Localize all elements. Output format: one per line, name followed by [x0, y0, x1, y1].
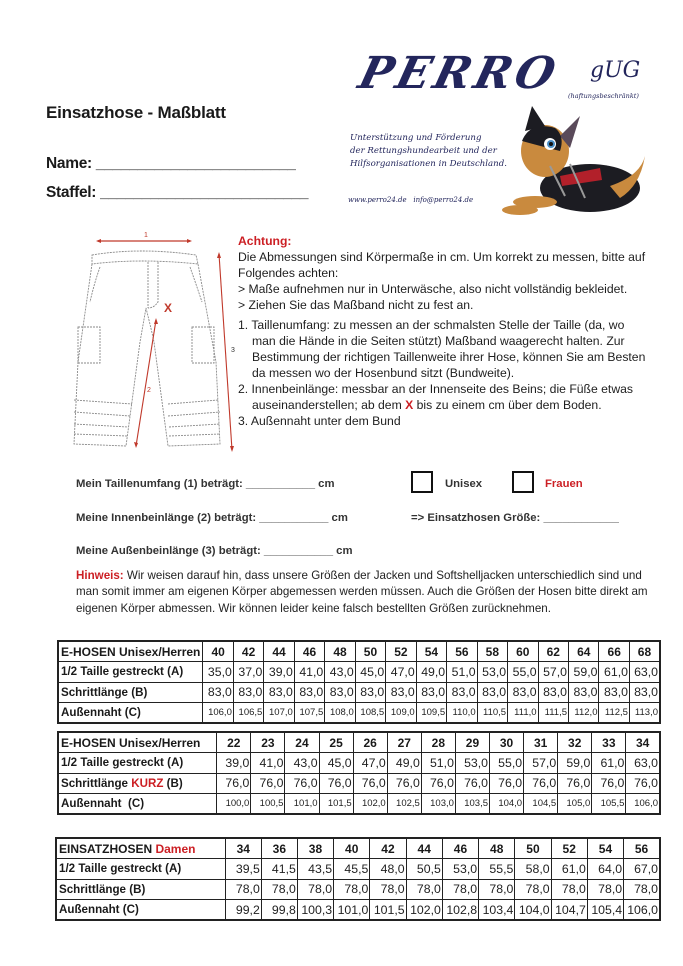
table-cell: 63,0 — [629, 662, 660, 683]
table-cell: 59,0 — [569, 662, 599, 683]
row-label: Schrittlänge KURZ (B) — [58, 773, 217, 794]
table-row — [56, 859, 660, 880]
frauen-label: Frauen — [545, 478, 583, 490]
size-column-header: 54 — [416, 641, 446, 662]
size-column-header: 27 — [387, 732, 421, 753]
table-cell: 39,5 — [225, 859, 261, 880]
table-cell: 83,0 — [203, 682, 233, 703]
size-column-header: 42 — [233, 641, 263, 662]
row-label: Außennaht (C) — [58, 703, 203, 724]
table-cell: 78,0 — [261, 879, 297, 900]
table-cell: 78,0 — [334, 879, 370, 900]
notice-label: Hinweis: — [76, 569, 124, 582]
table-cell: 83,0 — [629, 682, 660, 703]
row-label: Außennaht (C) — [56, 900, 225, 921]
table-cell: 49,0 — [387, 753, 421, 774]
table-cell: 76,0 — [319, 773, 353, 794]
instructions-steps — [238, 317, 648, 429]
table-cell: 100,0 — [217, 794, 251, 815]
table-cell: 105,4 — [587, 900, 623, 921]
table-cell: 39,0 — [264, 662, 294, 683]
table-cell: 99,8 — [261, 900, 297, 921]
size-column-header: 30 — [490, 732, 524, 753]
table-cell: 112,0 — [569, 703, 599, 724]
unisex-checkbox[interactable] — [411, 471, 433, 493]
size-column-header: 44 — [264, 641, 294, 662]
table-cell: 76,0 — [592, 773, 626, 794]
inseam-blank[interactable]: ___________ — [259, 512, 329, 524]
table-cell: 55,5 — [479, 859, 515, 880]
table-cell: 110,5 — [477, 703, 507, 724]
staffel-blank[interactable]: _________________________ — [100, 184, 309, 201]
size-column-header: 60 — [508, 641, 538, 662]
unit-label: cm — [331, 512, 348, 524]
instructions-heading: Achtung: — [238, 234, 292, 248]
waist-label: Mein Taillenumfang (1) beträgt: — [76, 478, 243, 490]
size-column-header: 58 — [477, 641, 507, 662]
table-cell: 106,0 — [626, 794, 660, 815]
table-cell: 53,0 — [477, 662, 507, 683]
size-column-header: 31 — [524, 732, 558, 753]
table-cell: 111,0 — [508, 703, 538, 724]
size-column-header: 46 — [442, 838, 478, 859]
table-cell: 83,0 — [386, 682, 416, 703]
table-cell: 102,5 — [387, 794, 421, 815]
table-cell: 109,5 — [416, 703, 446, 724]
table-cell: 47,0 — [353, 753, 387, 774]
table-cell: 48,0 — [370, 859, 406, 880]
table-cell: 83,0 — [264, 682, 294, 703]
svg-text:3: 3 — [231, 347, 235, 354]
table-cell: 78,0 — [225, 879, 261, 900]
table-cell: 45,5 — [334, 859, 370, 880]
inseam-input-row[interactable] — [76, 512, 348, 524]
table-cell: 57,0 — [524, 753, 558, 774]
size-column-header: 40 — [203, 641, 233, 662]
table-cell: 101,0 — [334, 900, 370, 921]
row-label: 1/2 Taille gestreckt (A) — [58, 662, 203, 683]
logo-legal: (haftungsbeschränkt) — [568, 92, 639, 100]
step-text: 2. Innenbeinlänge: messbar an der Innenseite des Beins; die Füße etwas auseinanderstellen; ab dem — [238, 382, 633, 412]
table-cell: 112,5 — [599, 703, 629, 724]
table-cell: 83,0 — [355, 682, 385, 703]
table-cell: 107,0 — [264, 703, 294, 724]
row-label: Schrittlänge (B) — [58, 682, 203, 703]
unit-label: cm — [336, 545, 353, 557]
table-cell: 37,0 — [233, 662, 263, 683]
size-column-header: 46 — [294, 641, 324, 662]
size-column-header: 22 — [217, 732, 251, 753]
table-cell: 76,0 — [285, 773, 319, 794]
crotch-marker: X — [164, 301, 173, 315]
table-cell: 49,0 — [416, 662, 446, 683]
step-text: bis zu einem cm über dem Boden. — [413, 398, 602, 412]
table-cell: 102,8 — [442, 900, 478, 921]
svg-text:2: 2 — [147, 387, 151, 394]
inseam-label: Meine Innenbeinlänge (2) beträgt: — [76, 512, 257, 524]
table-cell: 45,0 — [355, 662, 385, 683]
size-column-header: 34 — [225, 838, 261, 859]
table-cell: 59,0 — [558, 753, 592, 774]
table-cell: 76,0 — [353, 773, 387, 794]
table-cell: 83,0 — [538, 682, 568, 703]
table-cell: 51,0 — [421, 753, 455, 774]
table-cell: 50,5 — [406, 859, 442, 880]
staffel-label: Staffel: — [46, 184, 97, 201]
table-cell: 103,0 — [421, 794, 455, 815]
size-column-header: 56 — [624, 838, 660, 859]
size-column-header: 52 — [386, 641, 416, 662]
table-title: EINSATZHOSEN Damen — [56, 838, 225, 859]
table-cell: 76,0 — [558, 773, 592, 794]
table-cell: 53,0 — [442, 859, 478, 880]
size-table-damen — [55, 837, 661, 921]
table-cell: 106,0 — [624, 900, 660, 921]
table-cell: 100,3 — [297, 900, 333, 921]
row-label: 1/2 Taille gestreckt (A) — [58, 753, 217, 774]
waist-blank[interactable]: ___________ — [245, 478, 316, 490]
email-link[interactable]: info@perro24.de — [413, 196, 474, 204]
logo-suffix: gUG — [590, 58, 641, 83]
size-column-header: 34 — [626, 732, 660, 753]
size-column-header: 54 — [587, 838, 623, 859]
dog-mascot-icon — [490, 106, 650, 218]
table-cell: 39,0 — [217, 753, 251, 774]
row-label: Schrittlänge (B) — [56, 879, 225, 900]
crotch-marker-inline: X — [405, 398, 414, 412]
table-row — [58, 773, 660, 794]
table-cell: 51,0 — [447, 662, 477, 683]
table-cell: 63,0 — [626, 753, 660, 774]
svg-text:1: 1 — [144, 232, 148, 239]
table-cell: 106,0 — [203, 703, 233, 724]
table-cell: 109,0 — [386, 703, 416, 724]
table-row — [56, 879, 660, 900]
table-header-row — [56, 838, 660, 859]
outseam-blank[interactable]: ___________ — [263, 545, 334, 557]
size-column-header: 40 — [334, 838, 370, 859]
step-outseam: 3. Außennaht unter dem Bund — [238, 414, 401, 428]
table-cell: 78,0 — [587, 879, 623, 900]
table-cell: 78,0 — [624, 879, 660, 900]
table-cell: 78,0 — [406, 879, 442, 900]
inseam-arrow-icon — [136, 320, 156, 446]
table-cell: 110,0 — [447, 703, 477, 724]
size-column-header: 36 — [261, 838, 297, 859]
table-cell: 103,4 — [479, 900, 515, 921]
waist-input-row[interactable] — [76, 478, 334, 490]
name-blank[interactable]: ________________________ — [95, 155, 296, 172]
size-column-header: 25 — [319, 732, 353, 753]
table-cell: 105,5 — [592, 794, 626, 815]
step-waist: 1. Taillenumfang: zu messen an der schmalsten Stelle der Taille (da, wo man die Hände in die Seiten stützt) Maßband waagerecht halten. Zur Bestimmung der richtigen Taillenweite ihrer Hose, können Sie am Besten da messen wo der Hosenbund sitzt (Bundweite). — [238, 318, 646, 380]
table-cell: 101,0 — [285, 794, 319, 815]
size-column-header: 38 — [297, 838, 333, 859]
logo-tagline — [350, 132, 507, 171]
table-cell: 83,0 — [599, 682, 629, 703]
table-cell: 64,0 — [587, 859, 623, 880]
logo-contact — [348, 196, 473, 204]
table-row — [58, 753, 660, 774]
table-cell: 41,5 — [261, 859, 297, 880]
table-cell: 83,0 — [508, 682, 538, 703]
table-cell: 113,0 — [629, 703, 660, 724]
size-column-header: 32 — [558, 732, 592, 753]
logo-brand: PERRO — [353, 48, 565, 99]
tagline-line: Unterstützung und Förderung — [350, 133, 482, 143]
table-cell: 104,5 — [524, 794, 558, 815]
table-cell: 41,0 — [294, 662, 324, 683]
table-cell: 100,5 — [251, 794, 285, 815]
size-column-header: 56 — [447, 641, 477, 662]
table-cell: 78,0 — [515, 879, 551, 900]
table-cell: 43,5 — [297, 859, 333, 880]
name-label: Name: — [46, 155, 92, 172]
table-cell: 101,5 — [319, 794, 353, 815]
table-cell: 83,0 — [294, 682, 324, 703]
table-cell: 83,0 — [447, 682, 477, 703]
row-label: Außennaht (C) — [58, 794, 217, 815]
table-cell: 111,5 — [538, 703, 568, 724]
size-column-header: 24 — [285, 732, 319, 753]
table-row — [58, 794, 660, 815]
table-cell: 106,5 — [233, 703, 263, 724]
table-cell: 102,0 — [406, 900, 442, 921]
row-label: 1/2 Taille gestreckt (A) — [56, 859, 225, 880]
size-column-header: 50 — [515, 838, 551, 859]
table-cell: 47,0 — [386, 662, 416, 683]
unisex-label: Unisex — [445, 478, 483, 490]
staffel-field[interactable] — [46, 184, 308, 202]
size-table-unisex-short — [57, 731, 661, 815]
size-column-header: 23 — [251, 732, 285, 753]
table-cell: 78,0 — [551, 879, 587, 900]
table-cell: 76,0 — [455, 773, 489, 794]
size-column-header: 50 — [355, 641, 385, 662]
size-column-header: 42 — [370, 838, 406, 859]
table-cell: 35,0 — [203, 662, 233, 683]
table-row — [58, 703, 660, 724]
table-cell: 78,0 — [479, 879, 515, 900]
table-title: E-HOSEN Unisex/Herren — [58, 732, 217, 753]
size-column-header: 68 — [629, 641, 660, 662]
size-column-header: 26 — [353, 732, 387, 753]
size-column-header: 29 — [455, 732, 489, 753]
table-cell: 76,0 — [251, 773, 285, 794]
table-cell: 105,0 — [558, 794, 592, 815]
size-column-header: 64 — [569, 641, 599, 662]
table-cell: 76,0 — [387, 773, 421, 794]
table-cell: 108,5 — [355, 703, 385, 724]
size-column-header: 28 — [421, 732, 455, 753]
table-row — [58, 662, 660, 683]
step-inseam — [238, 381, 648, 413]
page-title: Einsatzhose - Maßblatt — [46, 103, 226, 122]
table-cell: 55,0 — [508, 662, 538, 683]
table-cell: 83,0 — [325, 682, 355, 703]
table-cell: 108,0 — [325, 703, 355, 724]
table-cell: 107,5 — [294, 703, 324, 724]
size-column-header: 33 — [592, 732, 626, 753]
table-cell: 78,0 — [370, 879, 406, 900]
size-blank[interactable]: ____________ — [543, 512, 619, 524]
notice-text: Wir weisen darauf hin, dass unsere Größen der Jacken und Softshelljacken unterschiedlich sind und man somit immer am eigenen Körper abgemessen werden müssen. Auch die Größen der Hosen bitte direkt am eigenen Körper abmessen. Wir können leider keine falsch bestellten Größen zurücknehmen. — [76, 569, 648, 615]
tagline-line: Hilfsorganisationen in Deutschland. — [350, 159, 507, 169]
table-cell: 43,0 — [285, 753, 319, 774]
table-cell: 76,0 — [421, 773, 455, 794]
table-cell: 45,0 — [319, 753, 353, 774]
table-cell: 58,0 — [515, 859, 551, 880]
size-result-row[interactable] — [411, 512, 619, 524]
size-column-header: 48 — [325, 641, 355, 662]
table-cell: 104,0 — [515, 900, 551, 921]
unit-label: cm — [318, 478, 335, 490]
table-cell: 83,0 — [477, 682, 507, 703]
table-cell: 103,5 — [455, 794, 489, 815]
name-field[interactable] — [46, 155, 296, 173]
notice-block — [76, 568, 666, 617]
instructions-bullet: > Ziehen Sie das Maßband nicht zu fest an. — [238, 298, 474, 312]
instructions-block — [238, 233, 648, 429]
size-column-header: 44 — [406, 838, 442, 859]
frauen-checkbox[interactable] — [512, 471, 534, 493]
size-column-header: 66 — [599, 641, 629, 662]
size-label: => Einsatzhosen Größe: — [411, 512, 541, 524]
table-cell: 83,0 — [416, 682, 446, 703]
table-header-row — [58, 732, 660, 753]
table-cell: 61,0 — [592, 753, 626, 774]
table-row — [56, 900, 660, 921]
table-cell: 78,0 — [442, 879, 478, 900]
size-table-unisex — [57, 640, 661, 724]
table-cell: 61,0 — [551, 859, 587, 880]
table-cell: 83,0 — [233, 682, 263, 703]
table-cell: 61,0 — [599, 662, 629, 683]
instructions-intro: Die Abmessungen sind Körpermaße in cm. Um korrekt zu messen, bitte auf Folgendes achten: — [238, 250, 646, 280]
table-cell: 57,0 — [538, 662, 568, 683]
table-cell: 102,0 — [353, 794, 387, 815]
table-cell: 99,2 — [225, 900, 261, 921]
outseam-label: Meine Außenbeinlänge (3) beträgt: — [76, 545, 261, 557]
table-cell: 76,0 — [626, 773, 660, 794]
outseam-input-row[interactable] — [76, 545, 352, 557]
table-cell: 104,7 — [551, 900, 587, 921]
instructions-bullet: > Maße aufnehmen nur in Unterwäsche, also nicht vollständig bekleidet. — [238, 282, 628, 296]
pants-diagram — [70, 222, 240, 458]
table-title: E-HOSEN Unisex/Herren — [58, 641, 203, 662]
table-header-row — [58, 641, 660, 662]
table-cell: 101,5 — [370, 900, 406, 921]
table-cell: 41,0 — [251, 753, 285, 774]
table-cell: 83,0 — [569, 682, 599, 703]
table-cell: 104,0 — [490, 794, 524, 815]
table-cell: 76,0 — [490, 773, 524, 794]
table-row — [58, 682, 660, 703]
size-column-header: 48 — [479, 838, 515, 859]
table-cell: 76,0 — [524, 773, 558, 794]
tagline-line: der Rettungshundearbeit und der — [350, 146, 497, 156]
size-column-header: 62 — [538, 641, 568, 662]
table-cell: 43,0 — [325, 662, 355, 683]
size-column-header: 52 — [551, 838, 587, 859]
table-cell: 53,0 — [455, 753, 489, 774]
table-cell: 76,0 — [217, 773, 251, 794]
table-cell: 55,0 — [490, 753, 524, 774]
table-cell: 67,0 — [624, 859, 660, 880]
table-cell: 78,0 — [297, 879, 333, 900]
website-link[interactable]: www.perro24.de — [348, 196, 407, 204]
perro-logo — [340, 48, 650, 218]
